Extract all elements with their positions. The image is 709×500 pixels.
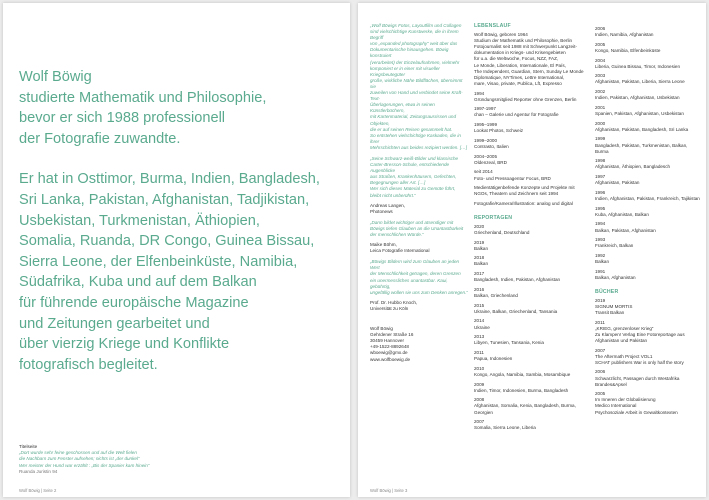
entry-year: 2014: [474, 318, 485, 324]
entry-year: 2010: [474, 365, 485, 371]
entry-year: 1999: [595, 136, 606, 142]
entry-text: Gründungsmitglied Reporter ohne Grenzen, Berlin: [474, 96, 577, 102]
intro-body: Er hat in Osttimor, Burma, Indien, Bangladesh, Sri Lanka, Pakistan, Afghanistan, Tadjikistan, Usbekistan, Turkmenistan, Äthiopien, Somalia, Ruanda, DR Congo, Guinea Bissau, Sierra Leone, der Elfenbeinküste, Namibia, Südafrika, Kuba und auf dem Balkan für führende europäische Magazine und Zeitungen gearbeitet und über vierzig Kriege und Konflikte fotografisch begleitet.: [19, 171, 320, 373]
cv-entry: [595, 237, 701, 249]
entry-text: Kongo, Angola, Namibia, Sambia, Mosambique: [474, 371, 571, 377]
cv-entry: [595, 391, 701, 415]
entry-text: Indien, Afghanistan, Pakistan, Frankreich, Tajikistan: [595, 196, 700, 201]
entry-text: Balkan: [595, 259, 610, 265]
cv-entry: [595, 369, 701, 387]
cv-entry: [595, 320, 701, 344]
cv-entry: [474, 318, 588, 330]
cv-entry: [595, 174, 701, 186]
cv-entry: [474, 255, 588, 267]
cv-entry: [595, 89, 701, 101]
entry-year: 2013: [474, 334, 485, 340]
entry-text: Contrasto, Italien: [474, 143, 509, 149]
entry-text: Balkan: [474, 245, 489, 251]
cv-entry: [474, 334, 588, 346]
entry-year: 1992: [595, 253, 606, 259]
quote-block: [370, 259, 468, 312]
section-heading: LEBENSLAUF: [474, 23, 511, 29]
cv-entry: [595, 58, 701, 70]
entry-year: 1991: [595, 268, 606, 274]
entry-year: 2004–2005: [474, 153, 497, 159]
entry-text: Spanien, Pakistan, Afghanistan, Usbekistan: [595, 111, 684, 116]
entry-text: Bangladesh, Indien, Pakistan, Afghanistan: [474, 277, 561, 283]
section-heading: BÜCHER: [595, 288, 619, 295]
entry-year: 1997: [595, 174, 606, 180]
contact-address: Wolf Böwig Gehrdener Straße 16 30459 Hannover +49-1522-8892648 wboewig@gmx.de www.wolfboewig.de: [370, 326, 414, 362]
entry-text: „KRIEG, grenzenloser Krieg“ Zu Klampen! Verlag Eine Fotoreportage aus Afghanistan und Pakistan: [595, 325, 685, 343]
entry-year: 2019: [595, 297, 606, 303]
entry-year: 1995: [595, 205, 606, 211]
entry-text: Balkan, Afghanistan: [595, 274, 636, 280]
entry-year: 1999–2000: [474, 137, 497, 143]
cv-entry: [595, 136, 701, 154]
entry-text: Wolf Böwig, geboren 1964 Studium der Mathematik und Philosophie, Berlin Fotojournalist seit 1988 mit Schwerpunkt Langzeit- dokumentation in Kriegs- und Krisengebieten für u.a. die Weltwoche, Focus, NZZ, FAZ, Le Monde, Liberation, Internationale, El País, The Independent, Guardian, Stern, Sunday Le Monde Diplomatique, NYTimes, Lettre International, mare, Visao, private, Publica, Lft, Expresso: [474, 32, 584, 86]
entry-text: Ukraine: [474, 324, 490, 330]
section-heading: REPORTAGEN: [474, 214, 513, 221]
quote-author: Andreas Langen, Photonews: [370, 202, 405, 214]
entry-text: Balkan: [474, 261, 489, 267]
cv-entry: [595, 42, 701, 54]
entry-year: 2018: [474, 255, 485, 261]
left-page: [3, 3, 350, 497]
entry-year: 2009: [474, 381, 485, 387]
cv-entry: [474, 397, 588, 415]
cv-column: [474, 23, 588, 435]
quote-author: Maike Böhm, Leica Fotografie International: [370, 242, 430, 254]
cv-entry: [595, 121, 701, 133]
entry-year: 2007: [474, 419, 485, 425]
cv-entry: [595, 73, 701, 85]
cv-entry: [595, 158, 701, 170]
entry-text: Indien, Namibia, Afghanistan: [595, 32, 654, 38]
entry-year: 2016: [474, 286, 485, 292]
cv-entry: [474, 224, 588, 236]
entry-year: 2001: [595, 104, 606, 110]
entry-text: Liberia, Guinea Bissau, Timor, Indonesien: [595, 63, 681, 69]
cv-entry: [595, 253, 701, 265]
entry-text: Afghanistan, Äthiopien, Bangladesch: [595, 164, 671, 170]
entry-year: 2002: [595, 89, 606, 95]
cv-entry: [474, 350, 588, 362]
cv-entry: [474, 169, 588, 181]
entry-year: 2008: [474, 397, 485, 403]
cv-entry: [595, 298, 701, 316]
quote-text: „Seine Schwarz-weiß-Bilder und klassische Carter-Bresson-Schule, entschiedende Augenblicke aus Straßen, Krankenhäusern, Gefechten, Begegnungen aller Art. […] Wer sich dieses Material zu Gemüte führt, bleibt nicht unberührt.“: [370, 155, 459, 198]
entry-text: Libyen, Tunesien, Tansania, Kenia: [474, 340, 544, 346]
entry-text: Bangladesh, Pakistan, Turkmenistan, Balkan, Burma: [595, 142, 688, 154]
cv-entry: [474, 382, 588, 394]
entry-text: Afghanistan, Somalia, Kenia, Bangladesh, Burma, Georgien: [474, 403, 576, 415]
entry-text: Indien, Timor, Indonesien, Burma, Bangladesh: [474, 387, 569, 393]
cv-column-2: [595, 26, 701, 419]
cv-entry: [474, 91, 588, 103]
entry-text: Balkan, Griechenland: [474, 293, 518, 298]
entry-text: Indien, Pakistan, Afghanistan, Usbekistan: [595, 95, 680, 101]
quote-text: „Dann bildet wichtiger und atsendiger mit Böwigs tiefen Glauben an die Unantastbarkeit der menschlichen Würde.“: [370, 219, 464, 237]
entry-text: Lookat Photos, Schweiz: [474, 128, 524, 134]
quote-author: Prof. Dr. Hubbo Knoch, Universität zu Köln: [370, 299, 418, 311]
quote-block: [370, 156, 468, 215]
cv-entry: [474, 185, 588, 197]
intro-heading: Wolf Böwig studierte Mathematik und Philosophie, bevor er sich 1988 professionell der Fotografie zuwandte.: [19, 69, 267, 147]
entry-text: Afghanistan, Pakistan: [595, 180, 640, 186]
entry-year: 2015: [474, 302, 485, 308]
cv-entry: [595, 26, 701, 38]
entry-year: 1994: [595, 221, 606, 227]
entry-year: 1993: [595, 237, 606, 243]
entry-text: Frankreich, Balkan: [595, 243, 634, 249]
cv-entry: [474, 240, 588, 252]
cv-entry: [474, 287, 588, 299]
entry-year: 2020: [474, 223, 485, 229]
entry-text: Kuba, Afghanistan, Balkan: [595, 211, 649, 217]
cv-entry: [474, 419, 588, 431]
entry-year: 2004: [595, 57, 606, 63]
entry-text: Im Inneren der Globalisierung Medico International Psychosoziale Arbeit in Gewaltkontexten: [595, 397, 678, 415]
entry-text: The Aftermath Project VOL1 SCHAT publishers War is only half the story: [595, 353, 684, 365]
entry-text: Afghanistan, Pakistan, Bangladesh, Sri Lanka: [595, 126, 689, 132]
cv-entry: [474, 32, 588, 87]
caption-quote: „Dort wurde sehr feine geschossen und auf die Welt fielen die Nachbarn zum Fenster aufsehen; nichts ist „der dunkel“ Wer meister der Hund war erzählt : „Bis der Spanier kam hinein“: [19, 450, 150, 468]
page-footer-left: Wolf Böwig | Seite 2: [19, 488, 57, 493]
entry-year: 2003: [595, 73, 606, 79]
entry-year: 2005: [595, 41, 606, 47]
entry-year: 2011: [474, 350, 484, 356]
entry-year: 2006: [595, 369, 606, 375]
cv-entry: [474, 106, 588, 118]
entry-year: 1996: [595, 189, 606, 195]
caption-credit: Ruanda Juristin 94: [19, 468, 58, 474]
entry-text: Papua, Indonesien: [474, 356, 513, 362]
entry-text: Griechenland, Deutschland: [474, 229, 530, 235]
entry-text: Afghanistan, Pakistan, Liberia, Sierra Leone: [595, 79, 685, 85]
entry-year: 1994: [474, 90, 485, 96]
quotes-column: [370, 23, 468, 363]
caption-label: Titelseite: [19, 444, 38, 449]
entry-year: 1998: [595, 158, 606, 164]
entry-year: 2019: [474, 239, 485, 245]
cv-entry: [474, 271, 588, 283]
quote-text: „Böwigs Bildern wird zum Glauben an jeden Wert der Menschlichkeit getragen, deren Grenzen ein unermessliches unantastbar. Kaui, gebührtig, ungefällig wollen sie uns zum Denken anregen.“: [370, 259, 468, 295]
cv-entry: [595, 221, 701, 233]
cv-entry: [595, 269, 701, 281]
entry-text: Medientätigenbefende Konzepte und Projekte mit NGOs, Theatern und Zeichnern seit 1994: [474, 185, 575, 197]
cv-entry: [474, 122, 588, 134]
entry-text: Schwarzlicht, Passagen durch Westafrika Brandes&Apsel: [595, 375, 680, 387]
entry-year: 2006: [595, 26, 606, 31]
cv-entry: [595, 105, 701, 117]
quote-block: [370, 220, 468, 254]
page-footer-right: Wolf Böwig | Seite 3: [370, 488, 408, 493]
entry-year: 2000: [595, 120, 606, 126]
entry-year: 2005: [595, 391, 606, 397]
cv-entry: [474, 303, 588, 315]
quote-text: „Wolf Böwigs Fotos, Layoutfilm und Collagen sind vielschichtige Kunstwerke, die in ihrem Begriff von „expanded photography“ weit über das Dokumentarische hinausgehen. Böwig konstruiert (verarbeitet) der Einzelaufnahmen, vielmehr komponiert er in einer mit visueller Kriegsbeutegüter große, wirkliche Nähe Bildflächen, übernimmt sie zuweilen von Hand und verbindet seine Kraft-Text- Überlagerungen, etwa in seinen Künstlerbüchern, mit Kartenmaterial, Zeitungsausrissen und Objekten, die er auf seinen Reisen gesammelt hat. So entstehen vielschichtige Kaskaden, die in ihrer Mehrschichten aus beides rezipiert werden. […]: [370, 23, 468, 150]
entry-text: Ukraine, Balkan, Griechenland, Tansania: [474, 308, 558, 314]
caption-block: [19, 444, 209, 475]
entry-text: SIGNUM MORTIS Transit Balkan: [595, 303, 633, 315]
entry-year: 1995–1999: [474, 122, 497, 128]
entry-year: 2017: [474, 271, 485, 277]
entry-year: 2007: [595, 347, 606, 353]
entry-year: 2011: [595, 319, 605, 325]
entry-text: Fotografie/Kamera/Illustration: analog und digital: [474, 201, 573, 206]
entry-text: Kongo, Namibia, Elfenbeinküste: [595, 47, 661, 53]
quote-block: [370, 23, 468, 151]
cv-entry: [474, 201, 588, 207]
cv-entry: [474, 138, 588, 150]
cv-entry: [595, 348, 701, 366]
cv-entry: [595, 206, 701, 218]
cv-entry: [474, 366, 588, 378]
entry-text: Balkan, Pakistan, Afghanistan: [595, 227, 656, 233]
cv-entry: [474, 154, 588, 166]
entry-text: Somalia, Sierra Leone, Liberia: [474, 425, 536, 431]
intro-text: [19, 67, 344, 375]
cv-entry: [595, 190, 701, 202]
entry-year: seit 2014: [474, 169, 493, 175]
entry-year: 1997-1997: [474, 106, 496, 112]
entry-text: Oldenzeal, BRD: [474, 159, 507, 165]
entry-text: Foto- und Pressoagentur Focus, BRD: [474, 175, 551, 181]
right-page: [358, 3, 706, 497]
entry-text: chan – Galerie und Agentur für Fotografie: [474, 112, 559, 118]
